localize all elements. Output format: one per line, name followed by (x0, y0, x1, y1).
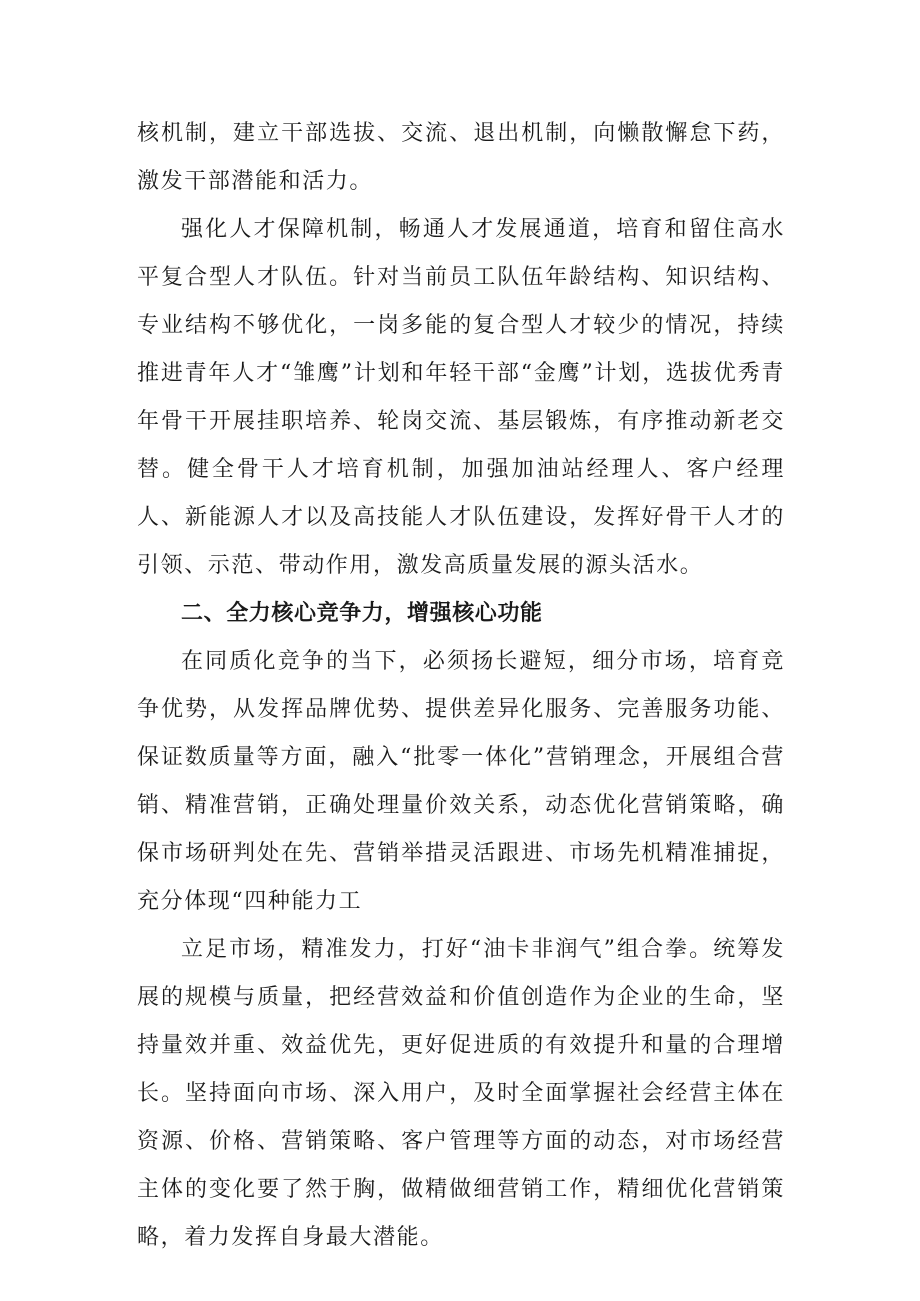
section-heading-core-competitiveness: 二、全力核心竞争力，增强核心功能 (181, 601, 543, 626)
paragraph-talent-guarantee: 强化人才保障机制，畅通人才发展通道，培育和留住高水平复合型人才队伍。针对当前员工队伍年龄结构、知识结构、专业结构不够优化，一岗多能的复合型人才较少的情况，持续推进青年人才“雏鹰”计划和年轻干部“金鹰”计划，选拔优秀青年骨干开展挂职培养、轮岗交流、基层锻炼，有序推动新老交替。健全骨干人才培育机制，加强加油站经理人、客户经理人、新能源人才以及高技能人才队伍建设，发挥好骨干人才的引领、示范、带动作用，激发高质量发展的源头活水。 (137, 217, 785, 578)
paragraph-homogeneous-competition: 在同质化竞争的当下，必须扬长避短，细分市场，培育竞争优势，从发挥品牌优势、提供差异化服务、完善服务功能、保证数质量等方面，融入“批零一体化”营销理念，开展组合营销、精准营销，正确处理量价效关系，动态优化营销策略，确保市场研判处在先、营销举措灵活跟进、市场先机精准捕捉，充分体现“四种能力工 (137, 649, 785, 914)
paragraph-market-focus: 立足市场，精准发力，打好“油卡非润气”组合拳。统筹发展的规模与质量，把经营效益和价值创造作为企业的生命，坚持量效并重、效益优先，更好促进质的有效提升和量的合理增长。坚持面向市场、深入用户，及时全面掌握社会经营主体在资源、价格、营销策略、客户管理等方面的动态，对市场经营主体的变化要了然于胸，做精做细营销工作，精细优化营销策略，着力发挥自身最大潜能。 (137, 937, 785, 1250)
document-page (137, 110, 785, 1262)
paragraph-cadre-mechanism-continuation: 核机制，建立干部选拔、交流、退出机制，向懒散懈怠下药，激发干部潜能和活力。 (137, 121, 785, 194)
